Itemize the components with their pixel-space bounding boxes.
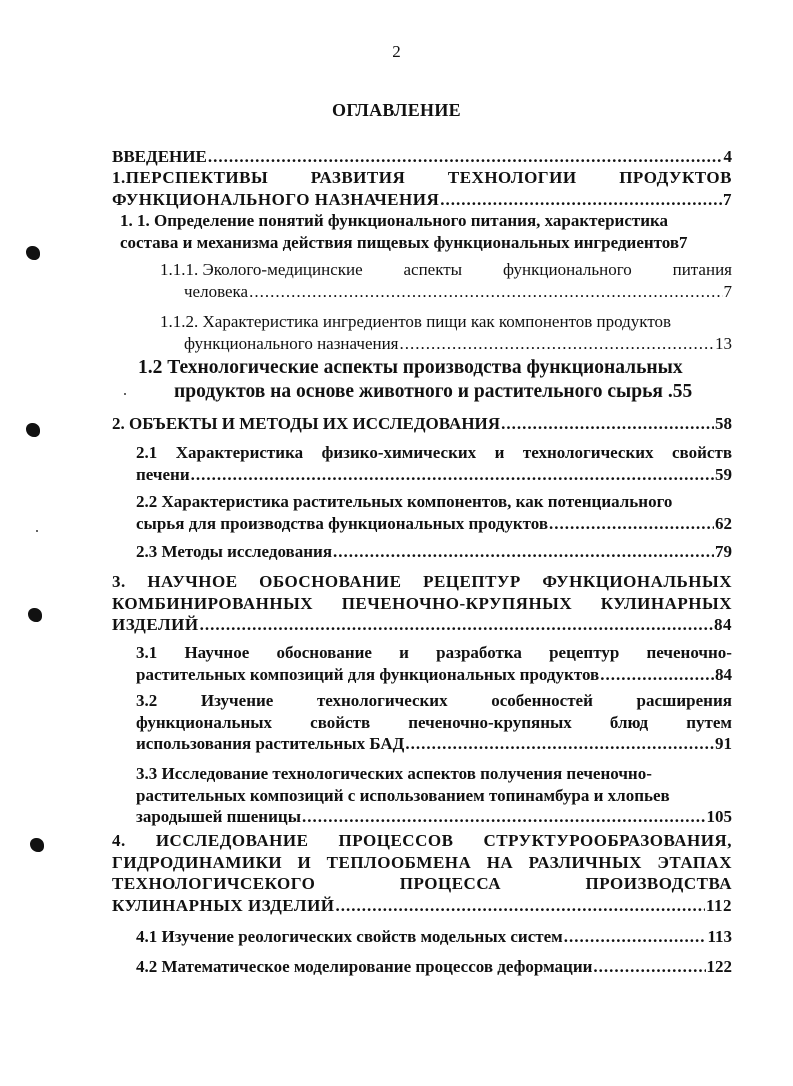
dot-leader — [249, 281, 722, 303]
entry-word: печеночно-крупяных — [408, 712, 572, 732]
entry-word: технологических — [522, 443, 654, 462]
entry-title: ВВЕДЕНИЕ — [112, 147, 207, 166]
toc-entry-chapter-4[interactable] — [112, 830, 732, 916]
entry-word: расширения — [636, 691, 732, 710]
entry-word: ГИДРОДИНАМИКИ — [112, 852, 283, 872]
entry-word: РАЗВИТИЯ — [310, 168, 406, 187]
entry-title: 4.1 Изучение реологических свойств модельных систем — [136, 927, 563, 946]
entry-title: растительных композиций с использованием топинамбура и хлопьев — [136, 785, 670, 805]
binder-hole-mark — [26, 423, 40, 437]
entry-word: 4. — [112, 831, 126, 850]
entry-page: 84 — [715, 664, 732, 684]
entry-word: КОМБИНИРОВАННЫХ — [112, 593, 314, 613]
entry-page: 59 — [715, 464, 732, 484]
entry-title: 2.2 Характеристика растительных компонентов, как потенциального — [136, 492, 673, 511]
toc-entry-section-1-1[interactable] — [120, 210, 732, 253]
dot-leader — [400, 333, 714, 355]
page-number: 2 — [392, 42, 401, 61]
dot-leader — [593, 956, 705, 978]
entry-title: сырья для производства функциональных продуктов — [136, 513, 549, 533]
toc-entry-intro[interactable] — [112, 146, 732, 168]
entry-page: 7 — [723, 281, 732, 301]
entry-word: особенностей — [491, 691, 593, 710]
entry-word: НАУЧНОЕ — [147, 572, 238, 591]
dot-leader — [549, 513, 714, 535]
entry-word: ЭТАПАХ — [657, 852, 732, 872]
entry-word: путем — [686, 712, 732, 732]
toc-entry-section-2-2[interactable] — [136, 491, 732, 534]
entry-word: рецептур — [549, 643, 620, 662]
entry-word: свойств — [672, 443, 732, 462]
entry-title: функционального назначения — [184, 333, 399, 353]
entry-word: печеночно- — [646, 643, 732, 662]
entry-title: 3.3 Исследование технологических аспектов получения печеночно- — [136, 764, 652, 783]
entry-word: 3.1 — [136, 643, 158, 662]
entry-word: Научное — [184, 643, 250, 662]
entry-word: питания — [672, 260, 732, 279]
entry-word: СТРУКТУРООБРАЗОВАНИЯ, — [483, 831, 732, 850]
dot-leader — [333, 541, 714, 563]
binder-hole-mark — [28, 608, 42, 622]
toc-entry-section-4-2[interactable] — [136, 956, 732, 978]
entry-word: физико-химических — [321, 443, 477, 462]
entry-page: 79 — [715, 542, 732, 561]
entry-title: использования растительных БАД — [136, 734, 405, 753]
entry-title: печени — [136, 464, 190, 484]
entry-word: Характеристика — [175, 443, 304, 462]
toc-entry-section-1-1-1[interactable] — [160, 259, 732, 302]
entry-page: 112 — [705, 895, 732, 915]
entry-page: 7 — [679, 232, 688, 252]
entry-word: 1.ПЕРСПЕКТИВЫ — [112, 168, 269, 187]
entry-page: 7 — [723, 189, 732, 209]
dot-leader — [440, 189, 722, 211]
entry-page: 62 — [715, 513, 732, 533]
entry-word: обоснование — [276, 643, 372, 662]
dot-leader — [600, 664, 714, 686]
dot-leader — [564, 926, 707, 948]
dot-leader — [336, 895, 705, 917]
entry-page: 91 — [715, 734, 732, 753]
entry-word: аспекты — [403, 260, 463, 279]
scan-speck — [36, 530, 38, 532]
entry-word: НА — [486, 852, 514, 872]
binder-hole-mark — [26, 246, 40, 260]
toc-entry-section-4-1[interactable] — [136, 926, 732, 948]
entry-word: и — [494, 443, 505, 462]
entry-word: 2.1 — [136, 443, 158, 462]
entry-page: 105 — [706, 807, 732, 826]
entry-title: 4.2 Математическое моделирование процессов деформации — [136, 957, 593, 976]
entry-word: ФУНКЦИОНАЛЬНЫХ — [542, 572, 732, 591]
toc-entry-chapter-2[interactable] — [112, 413, 732, 435]
entry-title: ФУНКЦИОНАЛЬНОГО НАЗНАЧЕНИЯ — [112, 189, 440, 209]
entry-title: состава и механизма действия пищевых функциональных ингредиентов — [120, 232, 680, 252]
dot-leader — [405, 733, 714, 755]
entry-word: И — [297, 852, 312, 872]
entry-title: растительных композиций для функциональных продуктов — [136, 664, 600, 684]
dot-leader — [200, 614, 713, 636]
toc-entry-section-3-2[interactable] — [136, 690, 732, 755]
toc-entry-section-3-3[interactable] — [136, 763, 732, 828]
entry-word: ИССЛЕДОВАНИЕ — [155, 831, 309, 850]
entry-title: ИЗДЕЛИЙ — [112, 615, 199, 634]
toc-entry-section-1-2[interactable] — [138, 356, 732, 404]
entry-word: свойств — [310, 712, 371, 732]
toc-entry-section-2-1[interactable] — [136, 442, 732, 485]
toc-entry-section-2-3[interactable] — [136, 541, 732, 563]
entry-word: РЕЦЕПТУР — [423, 572, 521, 591]
entry-word: и — [399, 643, 409, 662]
entry-title: продуктов на основе животного и растительного сырья . — [174, 381, 673, 402]
toc-entry-chapter-3[interactable] — [112, 571, 732, 636]
dot-leader — [501, 413, 714, 435]
entry-word: 3.2 — [136, 691, 158, 710]
entry-word: ТЕПЛООБМЕНА — [326, 852, 472, 872]
entry-word: ПРОЦЕССОВ — [338, 831, 454, 850]
entry-page: 122 — [706, 957, 732, 976]
entry-title: 1.1.2. Характеристика ингредиентов пищи как компонентов продуктов — [160, 312, 672, 331]
entry-word: РАЗЛИЧНЫХ — [528, 852, 642, 872]
entry-word: разработка — [436, 643, 522, 662]
entry-word: технологических — [316, 691, 448, 710]
entry-page: 113 — [707, 927, 732, 946]
entry-word: ПЕЧЕНОЧНО-КРУПЯНЫХ — [341, 593, 573, 613]
entry-word: функционального — [502, 260, 632, 279]
toc-entry-section-1-1-2[interactable] — [160, 311, 732, 354]
dot-leader — [208, 146, 723, 168]
entry-page: 4 — [723, 147, 732, 166]
toc-heading: ОГЛАВЛЕНИЕ — [332, 100, 461, 120]
entry-title: 1.2 Технологические аспекты производства функциональных — [138, 357, 683, 378]
entry-page: 58 — [715, 414, 732, 433]
entry-title: зародышей пшеницы — [136, 807, 301, 826]
entry-word: ОБОСНОВАНИЕ — [259, 572, 402, 591]
entry-word: Изучение — [200, 691, 274, 710]
entry-word: 3. — [112, 572, 126, 591]
dot-leader — [302, 806, 706, 828]
scan-speck — [124, 393, 126, 395]
entry-word: ПРОИЗВОДСТВА — [585, 874, 732, 893]
toc-entry-section-3-1[interactable] — [136, 642, 732, 685]
entry-title: человека — [184, 281, 249, 301]
entry-word: ТЕХНОЛОГИЧСЕКОГО — [112, 874, 316, 893]
entry-title: 2.3 Методы исследования — [136, 542, 333, 561]
entry-page: 13 — [715, 333, 732, 353]
entry-page: 55 — [672, 381, 693, 402]
entry-word: блюд — [609, 712, 649, 732]
binder-hole-mark — [30, 838, 44, 852]
entry-title: 2. ОБЪЕКТЫ И МЕТОДЫ ИХ ИССЛЕДОВАНИЯ — [112, 414, 501, 433]
entry-title: КУЛИНАРНЫХ ИЗДЕЛИЙ — [112, 895, 335, 915]
entry-page: 84 — [714, 615, 732, 634]
entry-title: 1. 1. Определение понятий функционального питания, характеристика — [120, 211, 669, 230]
dot-leader — [191, 464, 714, 486]
entry-word: ПРОЦЕССА — [399, 874, 502, 893]
entry-word: функциональных — [136, 712, 273, 732]
entry-word: ТЕХНОЛОГИИ — [447, 168, 577, 187]
entry-word: КУЛИНАРНЫХ — [600, 593, 732, 613]
entry-word: ПРОДУКТОВ — [619, 168, 732, 187]
entry-word: 1.1.1. Эколого-медицинские — [160, 260, 363, 279]
toc-entry-chapter-1[interactable] — [112, 167, 732, 210]
